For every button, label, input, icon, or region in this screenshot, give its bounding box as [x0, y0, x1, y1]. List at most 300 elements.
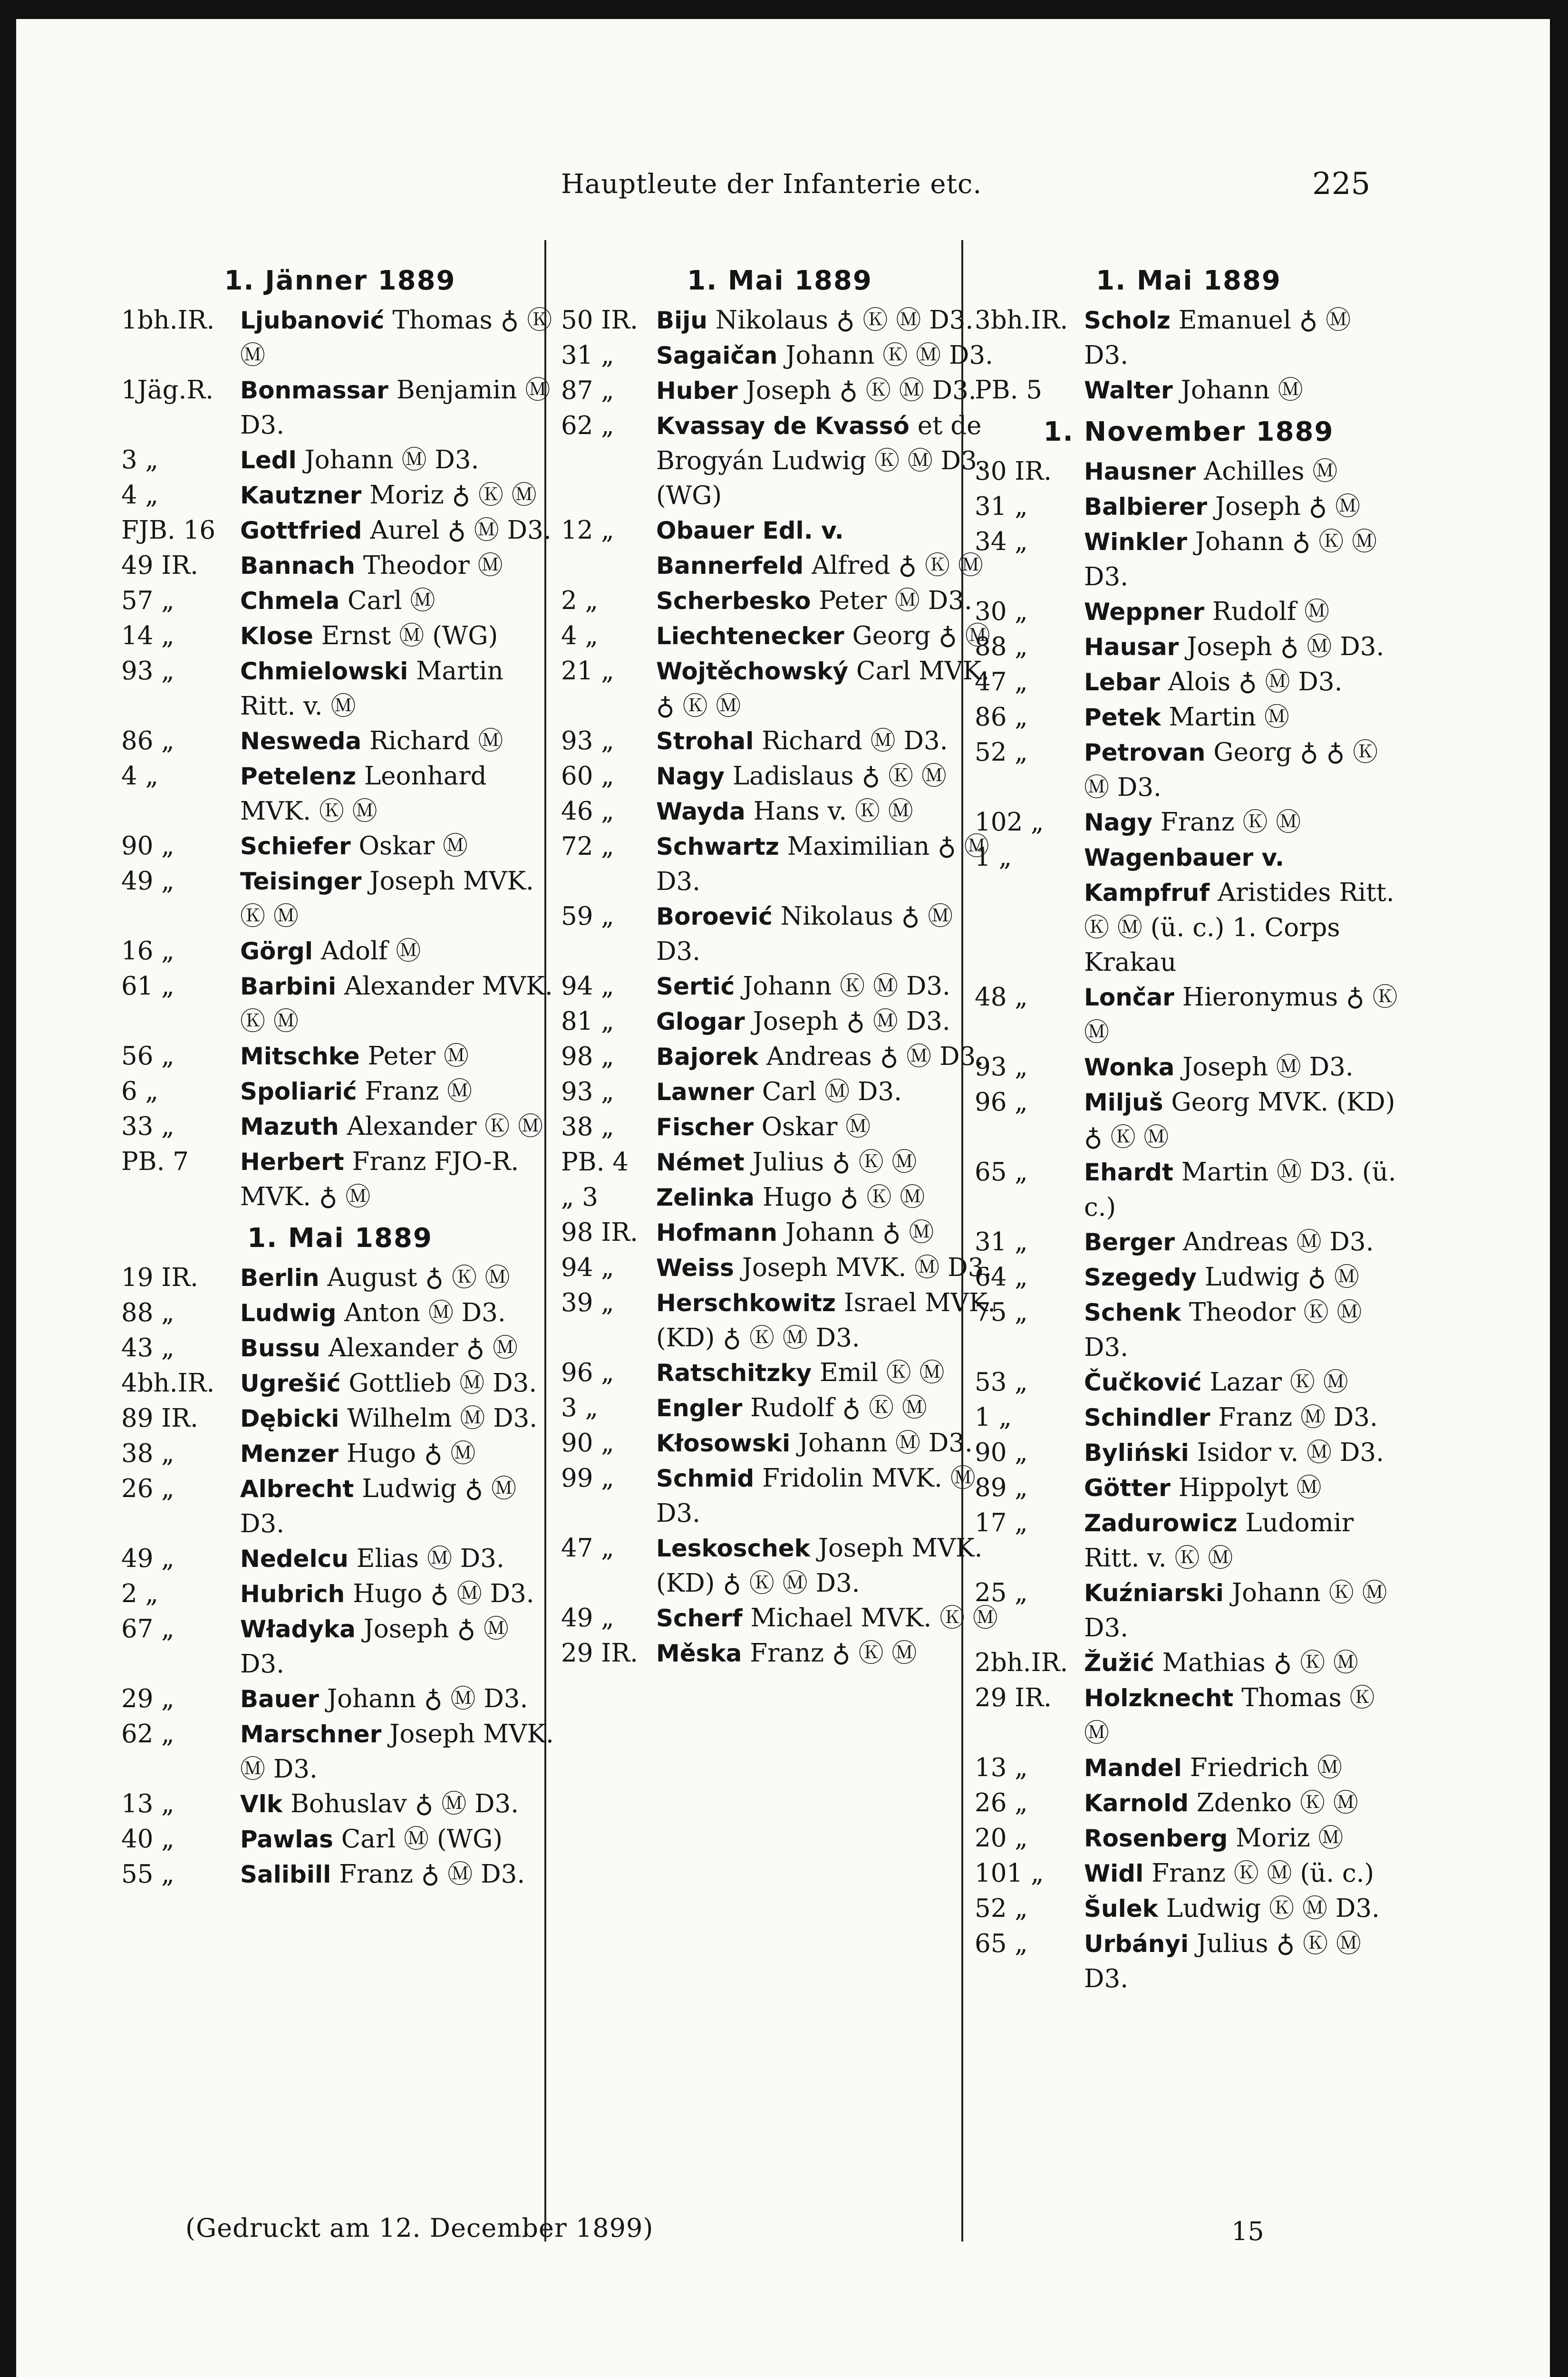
officer-details: Carl Ⓜ — [348, 586, 436, 615]
officer-details: Peter Ⓜ — [368, 1042, 469, 1071]
officer-entry — [561, 373, 998, 408]
entry-text — [1084, 1400, 1403, 1435]
entry-text — [240, 373, 559, 443]
officer-entry — [121, 934, 559, 969]
officer-details: Johann ♁ Ⓜ D3. — [327, 1684, 528, 1713]
officer-entry — [121, 1787, 559, 1822]
officer-entry — [975, 1681, 1403, 1750]
officer-entry — [561, 1531, 998, 1601]
officer-surname: Weiss — [656, 1254, 734, 1282]
officer-entry — [121, 373, 559, 443]
officer-details: Fridolin MVK. Ⓜ D3. — [656, 1464, 976, 1528]
regiment-number: 88 „ — [121, 1298, 174, 1327]
officer-entry — [561, 1461, 998, 1531]
officer-details: Johann Ⓚ Ⓜ D3. — [743, 972, 950, 1001]
regiment-number: 49 „ — [121, 867, 174, 896]
running-head: Hauptleute der Infanterie etc. — [561, 169, 982, 200]
entry-text — [1084, 1506, 1403, 1575]
regiment-number: PB. 5 — [975, 376, 1043, 405]
entry-text — [240, 934, 559, 969]
officer-surname: Hubrich — [240, 1580, 345, 1608]
entry-text — [1084, 1365, 1403, 1400]
officer-details: Georg ♁ Ⓜ — [852, 621, 990, 650]
officer-surname: Chmela — [240, 587, 340, 615]
regiment-number: 6 „ — [121, 1077, 159, 1106]
officer-details: Ladislaus ♁ Ⓚ Ⓜ — [732, 762, 947, 791]
officer-surname: Urbányi — [1084, 1930, 1189, 1958]
regiment-number: 47 „ — [561, 1534, 614, 1563]
regiment-number: 50 IR. — [561, 306, 638, 335]
regiment-number: 90 „ — [561, 1429, 614, 1458]
officer-details: Joseph ♁ Ⓜ D3. — [1187, 632, 1384, 661]
regiment-number: 94 „ — [561, 972, 614, 1001]
officer-surname: Chmielowski — [240, 657, 408, 685]
officer-entry — [975, 1400, 1403, 1435]
officer-details: Bohuslav ♁ Ⓜ D3. — [290, 1789, 519, 1818]
officer-entry — [975, 1786, 1403, 1821]
officer-surname: Barbini — [240, 973, 337, 1000]
officer-surname: Biju — [656, 307, 707, 334]
regiment-number: 4 „ — [561, 621, 599, 650]
regiment-number: 75 „ — [975, 1298, 1028, 1327]
regiment-number: 2 „ — [121, 1579, 159, 1608]
officer-surname: Nagy — [1084, 809, 1152, 836]
officer-entry — [561, 618, 998, 654]
officer-surname: Wonka — [1084, 1053, 1175, 1081]
regiment-number: 1 „ — [975, 1403, 1012, 1432]
regiment-number: 81 „ — [561, 1007, 614, 1036]
regiment-number: 43 „ — [121, 1333, 174, 1362]
officer-entry — [975, 1085, 1403, 1155]
officer-surname: Szegedy — [1084, 1264, 1197, 1291]
officer-surname: Widl — [1084, 1860, 1144, 1887]
regiment-number: 89 IR. — [121, 1404, 198, 1433]
officer-surname: Wayda — [656, 798, 745, 825]
officer-surname: Byliński — [1084, 1439, 1189, 1467]
entry-text — [240, 759, 559, 829]
regiment-number: 72 „ — [561, 832, 614, 861]
regiment-number: 60 „ — [561, 762, 614, 791]
officer-surname: Žužić — [1084, 1649, 1154, 1677]
officer-surname: Wojtěchowský — [656, 657, 849, 685]
officer-details: Franz Ⓚ Ⓜ — [1160, 808, 1301, 837]
officer-details: Leonhard MVK. Ⓚ Ⓜ — [240, 762, 487, 826]
officer-entry — [121, 1366, 559, 1401]
officer-entry — [561, 1426, 998, 1461]
officer-entry — [561, 1285, 998, 1355]
officer-details: Alfred ♁ Ⓚ Ⓜ — [812, 551, 983, 580]
officer-details: Peter Ⓜ D3. — [819, 586, 972, 615]
regiment-number: 29 IR. — [975, 1683, 1052, 1712]
officer-surname: Albrecht — [240, 1475, 354, 1503]
officer-surname: Hofmann — [656, 1219, 777, 1246]
entry-text — [240, 1144, 559, 1214]
officer-entry — [561, 1391, 998, 1426]
officer-surname: Dębicki — [240, 1405, 339, 1432]
regiment-number: 49 „ — [561, 1604, 614, 1633]
regiment-number: 52 „ — [975, 738, 1028, 767]
regiment-number: FJB. 16 — [121, 516, 216, 545]
officer-entry — [121, 1822, 559, 1857]
regiment-number: 1bh.IR. — [121, 306, 215, 335]
regiment-number: 90 „ — [121, 831, 174, 860]
officer-details: Thomas Ⓚ Ⓜ — [1084, 1683, 1375, 1748]
officer-details: Emanuel ♁ Ⓜ D3. — [1084, 306, 1351, 370]
regiment-number: 56 „ — [121, 1042, 174, 1071]
scan-border-top — [0, 0, 1568, 19]
entry-text — [656, 1391, 998, 1426]
officer-details: Wilhelm Ⓜ D3. — [347, 1404, 538, 1433]
entry-text — [1084, 1750, 1403, 1786]
officer-surname: Nesweda — [240, 727, 362, 755]
entry-text — [240, 583, 559, 618]
entry-text — [240, 864, 559, 934]
entry-text — [1084, 629, 1403, 665]
regiment-number: PB. 4 — [561, 1148, 629, 1177]
officer-entry — [561, 969, 998, 1004]
officer-entry — [121, 548, 559, 583]
officer-details: Franz ♁ Ⓜ D3. — [339, 1860, 525, 1889]
regiment-number: 89 „ — [975, 1473, 1028, 1502]
entry-text — [240, 969, 559, 1039]
regiment-number: 98 IR. — [561, 1218, 638, 1247]
officer-details: Anton Ⓜ D3. — [344, 1298, 506, 1327]
entry-text — [656, 1074, 998, 1110]
officer-entry — [121, 1436, 559, 1471]
section-heading: 1. Mai 1889 — [1096, 265, 1281, 296]
entry-text — [656, 1355, 998, 1391]
officer-details: Hans v. Ⓚ Ⓜ — [753, 797, 913, 826]
officer-entry — [561, 1601, 998, 1636]
regiment-number: 25 „ — [975, 1578, 1028, 1607]
entry-text — [656, 1636, 998, 1671]
regiment-number: 93 „ — [561, 726, 614, 755]
officer-entry — [975, 1506, 1403, 1575]
regiment-number: 94 „ — [561, 1253, 614, 1282]
officer-entry — [561, 794, 998, 829]
officer-entry — [975, 1856, 1403, 1891]
officer-details: Carl Ⓜ (WG) — [341, 1825, 503, 1854]
officer-surname: Wagenbauer v. Kampfruf — [1084, 844, 1285, 907]
entry-text — [240, 1471, 559, 1541]
officer-details: Elias Ⓜ D3. — [356, 1544, 504, 1573]
entry-text — [240, 724, 559, 759]
officer-surname: Engler — [656, 1394, 743, 1422]
regiment-number: 98 „ — [561, 1042, 614, 1071]
regiment-number: PB. 7 — [121, 1147, 189, 1176]
officer-details: Alexander ♁ Ⓜ — [328, 1333, 518, 1362]
officer-details: Aurel ♁ Ⓜ D3. — [370, 516, 552, 545]
officer-surname: Schenk — [1084, 1299, 1181, 1326]
officer-surname: Pawlas — [240, 1826, 333, 1853]
regiment-number: 26 „ — [975, 1788, 1028, 1817]
officer-surname: Schiefer — [240, 832, 351, 860]
entry-text — [1084, 373, 1403, 408]
officer-entry — [975, 1575, 1403, 1645]
officer-surname: Schmid — [656, 1465, 755, 1492]
officer-entry — [121, 864, 559, 934]
officer-entry — [561, 1074, 998, 1110]
entry-text — [1084, 1681, 1403, 1750]
officer-surname: Strohal — [656, 727, 754, 755]
officer-details: Ludwig ♁ Ⓜ — [1204, 1263, 1359, 1292]
entry-text — [656, 303, 998, 338]
regiment-number: 57 „ — [121, 586, 174, 615]
officer-surname: Ledl — [240, 446, 297, 474]
entry-text — [656, 513, 998, 583]
officer-surname: Lawner — [656, 1078, 754, 1106]
regiment-number: 31 „ — [561, 341, 614, 370]
officer-surname: Karnold — [1084, 1789, 1189, 1817]
officer-surname: Scherf — [656, 1604, 743, 1632]
regiment-number: 13 „ — [121, 1789, 174, 1818]
officer-surname: Petelenz — [240, 763, 357, 790]
officer-surname: Bauer — [240, 1685, 319, 1713]
regiment-number: 62 „ — [121, 1720, 174, 1749]
officer-entry — [121, 1074, 559, 1109]
officer-details: Johann ♁ Ⓚ Ⓜ D3. — [1084, 527, 1377, 591]
officer-entry — [121, 829, 559, 864]
officer-entry — [121, 478, 559, 513]
officer-surname: Weppner — [1084, 598, 1205, 626]
entry-text — [1084, 980, 1403, 1050]
scan-border-left — [0, 0, 16, 2377]
section-heading: 1. November 1889 — [1043, 416, 1334, 447]
officer-surname: Miljuš — [1084, 1089, 1163, 1116]
entry-text — [240, 1787, 559, 1822]
officer-surname: Leskoschek — [656, 1535, 810, 1562]
officer-details: Joseph ♁ Ⓜ D3. — [240, 1614, 509, 1679]
regiment-number: 14 „ — [121, 621, 174, 650]
entry-text — [240, 1857, 559, 1892]
regiment-number: 87 „ — [561, 376, 614, 405]
officer-details: Nikolaus ♁ Ⓚ Ⓜ D3. — [715, 306, 974, 335]
entry-text — [1084, 1926, 1403, 1996]
officer-surname: Huber — [656, 377, 738, 405]
regiment-number: 49 IR. — [121, 551, 198, 580]
officer-entry — [975, 840, 1403, 980]
regiment-number: 4bh.IR. — [121, 1369, 215, 1398]
officer-surname: Zadurowicz — [1084, 1509, 1238, 1537]
officer-entry — [561, 1039, 998, 1074]
regiment-number: 1Jäg.R. — [121, 376, 214, 405]
officer-details: Theodor Ⓜ — [363, 551, 503, 580]
regiment-number: 88 „ — [975, 632, 1028, 661]
entry-text — [240, 1401, 559, 1436]
regiment-number: 39 „ — [561, 1288, 614, 1317]
officer-surname: Mitschke — [240, 1043, 360, 1070]
officer-details: Mathias ♁ Ⓚ Ⓜ — [1162, 1648, 1358, 1677]
entry-text — [1084, 594, 1403, 629]
entry-text — [1084, 1645, 1403, 1681]
officer-entry — [121, 1717, 559, 1787]
entry-text — [656, 1461, 998, 1531]
officer-details: Maximilian ♁ Ⓜ D3. — [656, 832, 989, 896]
officer-entry — [975, 735, 1403, 805]
regiment-number: 96 „ — [561, 1358, 614, 1387]
officer-surname: Władyka — [240, 1615, 356, 1643]
entry-text — [240, 1260, 559, 1295]
officer-details: Martin Ⓜ — [1169, 703, 1289, 732]
officer-details: Joseph Ⓜ D3. — [1182, 1053, 1354, 1082]
officer-surname: Berlin — [240, 1264, 319, 1292]
officer-details: Rudolf Ⓜ — [1212, 597, 1330, 626]
officer-details: Richard Ⓜ D3. — [762, 726, 948, 755]
entry-text — [1084, 303, 1403, 373]
entry-text — [240, 1576, 559, 1612]
officer-surname: Spoliarić — [240, 1078, 357, 1105]
entry-text — [656, 373, 998, 408]
regiment-number: 26 „ — [121, 1474, 174, 1503]
officer-details: Alois ♁ Ⓜ D3. — [1168, 667, 1343, 696]
regiment-number: 33 „ — [121, 1112, 174, 1141]
entry-text — [1084, 1575, 1403, 1645]
regiment-number: 2 „ — [561, 586, 599, 615]
entry-text — [656, 1601, 998, 1636]
officer-details: Moriz Ⓜ — [1236, 1824, 1344, 1853]
officer-surname: Ehardt — [1084, 1159, 1173, 1186]
entry-text — [656, 829, 998, 899]
officer-surname: Mandel — [1084, 1754, 1182, 1782]
officer-surname: Mazuth — [240, 1113, 339, 1140]
officer-details: Hugo ♁ Ⓚ Ⓜ — [762, 1183, 925, 1212]
entry-text — [656, 1039, 998, 1074]
officer-details: Oskar Ⓜ — [761, 1112, 871, 1141]
regiment-number: „ 3 — [561, 1183, 599, 1212]
officer-details: Isidor v. Ⓜ D3. — [1197, 1438, 1384, 1467]
entry-text — [240, 1436, 559, 1471]
officer-surname: Hausar — [1084, 633, 1179, 661]
officer-surname: Zelinka — [656, 1184, 755, 1211]
officer-surname: Ratschitzky — [656, 1359, 812, 1387]
officer-surname: Nedelcu — [240, 1545, 348, 1573]
section-heading: 1. Jänner 1889 — [224, 265, 456, 296]
officer-details: Julius ♁ Ⓚ Ⓜ D3. — [1084, 1929, 1361, 1993]
officer-entry — [561, 899, 998, 969]
officer-entry — [975, 454, 1403, 489]
officer-surname: Götter — [1084, 1474, 1171, 1502]
regiment-number: 64 „ — [975, 1263, 1028, 1292]
officer-details: August ♁ Ⓚ Ⓜ — [327, 1263, 510, 1292]
officer-surname: Német — [656, 1149, 745, 1176]
officer-entry — [561, 513, 998, 583]
officer-details: Martin Ritt. v. Ⓜ — [240, 657, 503, 721]
officer-details: et de Brogyán Ludwig Ⓚ Ⓜ D3. (WG) — [656, 411, 985, 510]
entry-text — [656, 1110, 998, 1145]
officer-surname: Liechtenecker — [656, 622, 844, 650]
entry-text — [240, 1109, 559, 1144]
regiment-number: 4 „ — [121, 762, 159, 791]
officer-details: Hieronymus ♁ Ⓚ Ⓜ — [1084, 983, 1398, 1047]
regiment-number: 49 „ — [121, 1544, 174, 1573]
regiment-number: 48 „ — [975, 983, 1028, 1012]
regiment-number: 19 IR. — [121, 1263, 198, 1292]
regiment-number: 4 „ — [121, 481, 159, 510]
regiment-number: 86 „ — [975, 703, 1028, 732]
officer-entry — [975, 700, 1403, 735]
officer-entry — [975, 665, 1403, 700]
entry-text — [1084, 1470, 1403, 1506]
entry-text — [1084, 1085, 1403, 1155]
officer-surname: Scherbesko — [656, 587, 811, 615]
entry-text — [240, 478, 559, 513]
officer-entry — [121, 618, 559, 654]
entry-text — [656, 759, 998, 794]
entry-text — [656, 338, 998, 373]
officer-surname: Sagaičan — [656, 342, 778, 369]
regiment-number: 38 „ — [121, 1439, 174, 1468]
officer-details: Franz ♁ Ⓚ Ⓜ — [750, 1639, 917, 1668]
entry-text — [240, 654, 559, 724]
officer-details: Ludwig ♁ Ⓜ D3. — [240, 1474, 517, 1538]
officer-entry — [561, 303, 998, 338]
officer-details: Aristides Ritt. Ⓚ Ⓜ (ü. c.) 1. Corps Krakau — [1084, 878, 1394, 977]
officer-details: Theodor Ⓚ Ⓜ D3. — [1084, 1298, 1362, 1362]
regiment-number: 1 „ — [975, 843, 1012, 872]
officer-entry — [121, 1401, 559, 1436]
officer-surname: Herbert — [240, 1148, 344, 1176]
officer-details: Michael MVK. Ⓚ Ⓜ — [750, 1604, 998, 1633]
officer-entry — [561, 338, 998, 373]
officer-details: Martin Ⓜ D3. (ü. c.) — [1084, 1158, 1396, 1222]
officer-surname: Petrovan — [1084, 739, 1206, 766]
officer-entry — [121, 1681, 559, 1717]
sheet-signature: 15 — [1231, 2216, 1264, 2246]
officer-entry — [975, 1435, 1403, 1470]
regiment-number: 59 „ — [561, 902, 614, 931]
officer-surname: Bussu — [240, 1334, 320, 1362]
regiment-number: 65 „ — [975, 1929, 1028, 1958]
officer-details: Georg ♁ ♁ Ⓚ Ⓜ D3. — [1084, 738, 1378, 802]
officer-surname: Čučković — [1084, 1369, 1202, 1396]
regiment-number: 65 „ — [975, 1158, 1028, 1187]
officer-details: Moriz ♁ Ⓚ Ⓜ — [369, 481, 537, 510]
entry-text — [1084, 1295, 1403, 1365]
regiment-number: 13 „ — [975, 1753, 1028, 1782]
officer-entry — [975, 1225, 1403, 1260]
officer-details: Emil Ⓚ Ⓜ — [819, 1358, 945, 1387]
regiment-number: 20 „ — [975, 1824, 1028, 1853]
regiment-number: 93 „ — [121, 657, 174, 686]
officer-entry — [121, 759, 559, 829]
officer-details: Georg MVK. (KD) ♁ Ⓚ Ⓜ — [1084, 1088, 1395, 1152]
entry-text — [240, 513, 559, 548]
section-heading: 1. Mai 1889 — [687, 265, 872, 296]
officer-entry — [121, 1109, 559, 1144]
officer-surname: Scholz — [1084, 307, 1171, 334]
section-heading: 1. Mai 1889 — [247, 1223, 433, 1254]
officer-details: Friedrich Ⓜ — [1190, 1753, 1343, 1782]
regiment-number: 40 „ — [121, 1825, 174, 1854]
officer-details: Lazar Ⓚ Ⓜ — [1210, 1368, 1348, 1397]
entry-text — [1084, 1786, 1403, 1821]
officer-details: Johann Ⓚ Ⓜ D3. — [1084, 1578, 1387, 1643]
regiment-number: 29 „ — [121, 1684, 174, 1713]
regiment-number: 21 „ — [561, 657, 614, 686]
regiment-number: 93 „ — [975, 1053, 1028, 1082]
officer-details: Rudolf ♁ Ⓚ Ⓜ — [750, 1393, 927, 1422]
entry-text — [240, 1681, 559, 1717]
entry-text — [240, 1366, 559, 1401]
officer-entry — [975, 373, 1403, 408]
officer-entry — [975, 1645, 1403, 1681]
entry-text — [656, 1250, 998, 1285]
officer-details: Hugo ♁ Ⓜ — [346, 1439, 476, 1468]
officer-entry — [561, 759, 998, 794]
entry-text — [1084, 1155, 1403, 1225]
officer-surname: Lebar — [1084, 668, 1160, 696]
officer-details: Franz Ⓚ Ⓜ (ü. c.) — [1152, 1859, 1374, 1888]
